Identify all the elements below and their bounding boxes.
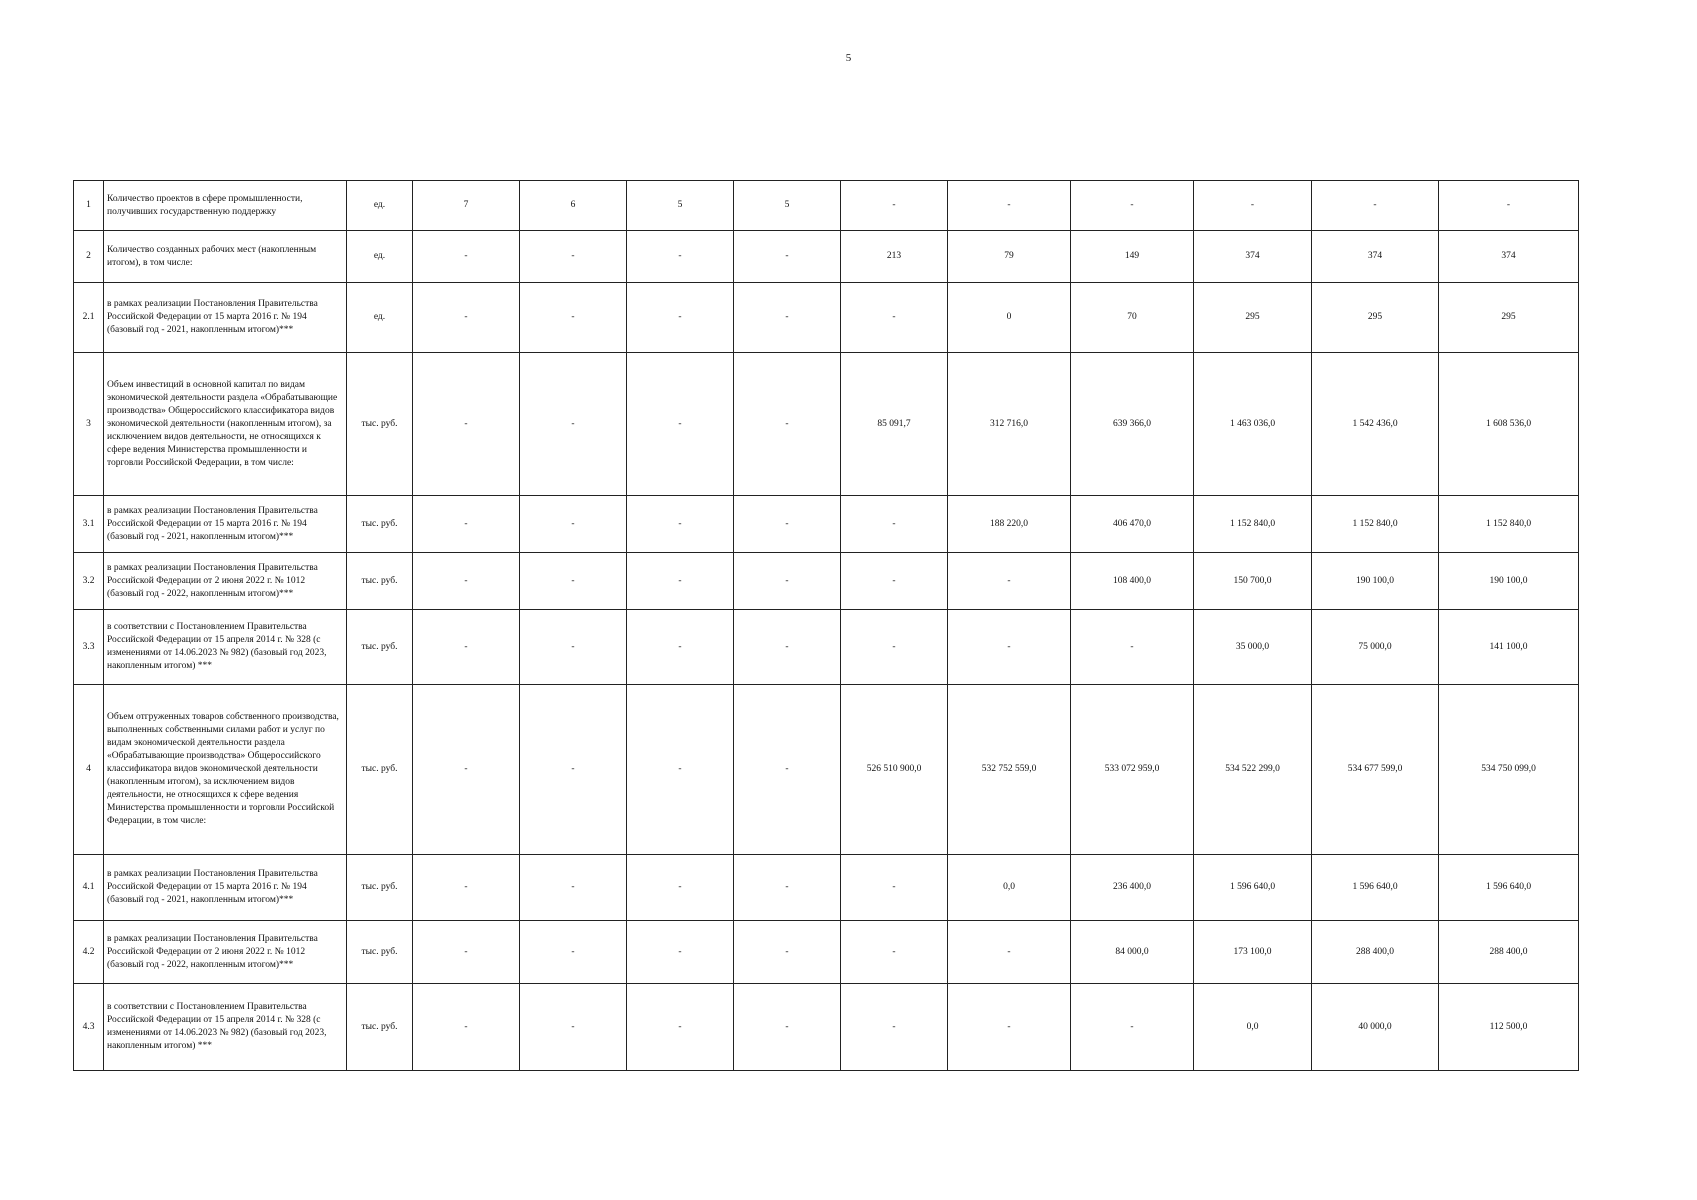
value-cell: 236 400,0: [1071, 855, 1194, 921]
value-cell: 108 400,0: [1071, 553, 1194, 610]
value-cell: 85 091,7: [841, 353, 948, 496]
table-row: [74, 984, 1579, 1071]
value-cell: -: [627, 353, 734, 496]
value-cell: 534 677 599,0: [1312, 685, 1439, 855]
value-cell: -: [1071, 610, 1194, 685]
indicator-name: Объем отгруженных товаров собственного производства, выполненных собственными силами работ и услуг по видам экономической деятельности раздела «Обрабатывающие производства» Общероссийского классификатора видов экономической деятельности (накопленным итогом), за исключением видов деятельности, не относящихся к сфере ведения Министерства промышленности и торговли Российской Федерации, в том числе:: [104, 685, 347, 855]
value-cell: -: [734, 610, 841, 685]
page-number: 5: [845, 52, 852, 64]
value-cell: -: [413, 610, 520, 685]
value-cell: -: [734, 855, 841, 921]
value-cell: 75 000,0: [1312, 610, 1439, 685]
value-cell: -: [520, 353, 627, 496]
value-cell: 40 000,0: [1312, 984, 1439, 1071]
indicator-name: в соответствии с Постановлением Правительства Российской Федерации от 15 апреля 2014 г. № 328 (с изменениями от 14.06.2023 № 982) (базовый год 2023, накопленным итогом) ***: [104, 610, 347, 685]
indicator-name: Количество проектов в сфере промышленности, получивших государственную поддержку: [104, 181, 347, 231]
unit-cell: ед.: [347, 181, 413, 231]
value-cell: 1 152 840,0: [1312, 496, 1439, 553]
value-cell: -: [627, 283, 734, 353]
value-cell: -: [627, 855, 734, 921]
value-cell: -: [841, 496, 948, 553]
value-cell: -: [413, 984, 520, 1071]
unit-cell: тыс. руб.: [347, 610, 413, 685]
value-cell: -: [734, 984, 841, 1071]
value-cell: -: [627, 685, 734, 855]
value-cell: -: [413, 553, 520, 610]
value-cell: -: [734, 283, 841, 353]
value-cell: -: [627, 496, 734, 553]
value-cell: 0,0: [948, 855, 1071, 921]
value-cell: 173 100,0: [1194, 921, 1312, 984]
row-number: 4.2: [74, 921, 104, 984]
indicator-name: в рамках реализации Постановления Правительства Российской Федерации от 15 марта 2016 г. № 194 (базовый год - 2021, накопленным итогом)***: [104, 855, 347, 921]
unit-cell: ед.: [347, 231, 413, 283]
value-cell: 295: [1194, 283, 1312, 353]
value-cell: -: [841, 921, 948, 984]
value-cell: 0,0: [1194, 984, 1312, 1071]
value-cell: -: [948, 921, 1071, 984]
value-cell: -: [627, 553, 734, 610]
value-cell: -: [734, 553, 841, 610]
value-cell: -: [520, 610, 627, 685]
row-number: 3.2: [74, 553, 104, 610]
value-cell: 534 522 299,0: [1194, 685, 1312, 855]
value-cell: 534 750 099,0: [1439, 685, 1579, 855]
value-cell: -: [627, 610, 734, 685]
value-cell: -: [841, 855, 948, 921]
value-cell: 112 500,0: [1439, 984, 1579, 1071]
indicator-name: Объем инвестиций в основной капитал по видам экономической деятельности раздела «Обрабатывающие производства» Общероссийского классификатора видов экономической деятельности (накопленным итогом), за исключением видов деятельности, не относящихся к сфере ведения Министерства промышленности и торговли Российской Федерации, в том числе:: [104, 353, 347, 496]
value-cell: -: [627, 231, 734, 283]
value-cell: -: [1194, 181, 1312, 231]
unit-cell: ед.: [347, 283, 413, 353]
value-cell: 0: [948, 283, 1071, 353]
value-cell: -: [413, 855, 520, 921]
value-cell: -: [413, 496, 520, 553]
value-cell: 295: [1312, 283, 1439, 353]
value-cell: -: [734, 921, 841, 984]
value-cell: 70: [1071, 283, 1194, 353]
value-cell: 1 596 640,0: [1439, 855, 1579, 921]
value-cell: -: [841, 553, 948, 610]
table-row: [74, 685, 1579, 855]
value-cell: 1 596 640,0: [1312, 855, 1439, 921]
value-cell: -: [841, 283, 948, 353]
value-cell: -: [841, 610, 948, 685]
value-cell: -: [734, 496, 841, 553]
row-number: 2.1: [74, 283, 104, 353]
value-cell: 149: [1071, 231, 1194, 283]
value-cell: -: [413, 231, 520, 283]
unit-cell: тыс. руб.: [347, 685, 413, 855]
indicator-name: Количество созданных рабочих мест (накопленным итогом), в том числе:: [104, 231, 347, 283]
value-cell: 374: [1312, 231, 1439, 283]
value-cell: -: [1439, 181, 1579, 231]
indicator-name: в соответствии с Постановлением Правительства Российской Федерации от 15 апреля 2014 г. № 328 (с изменениями от 14.06.2023 № 982) (базовый год 2023, накопленным итогом) ***: [104, 984, 347, 1071]
row-number: 3.1: [74, 496, 104, 553]
table-row: [74, 553, 1579, 610]
value-cell: 84 000,0: [1071, 921, 1194, 984]
value-cell: 532 752 559,0: [948, 685, 1071, 855]
value-cell: -: [734, 353, 841, 496]
value-cell: -: [948, 984, 1071, 1071]
value-cell: -: [1071, 181, 1194, 231]
value-cell: 288 400,0: [1312, 921, 1439, 984]
indicator-name: в рамках реализации Постановления Правительства Российской Федерации от 2 июня 2022 г. № 1012 (базовый год - 2022, накопленным итогом)***: [104, 553, 347, 610]
indicator-name: в рамках реализации Постановления Правительства Российской Федерации от 15 марта 2016 г. № 194 (базовый год - 2021, накопленным итогом)***: [104, 283, 347, 353]
value-cell: -: [520, 855, 627, 921]
value-cell: 5: [627, 181, 734, 231]
value-cell: -: [520, 553, 627, 610]
value-cell: -: [627, 921, 734, 984]
value-cell: 312 716,0: [948, 353, 1071, 496]
unit-cell: тыс. руб.: [347, 496, 413, 553]
value-cell: 7: [413, 181, 520, 231]
value-cell: -: [734, 231, 841, 283]
value-cell: -: [1312, 181, 1439, 231]
table-row: [74, 353, 1579, 496]
value-cell: 374: [1194, 231, 1312, 283]
value-cell: 190 100,0: [1312, 553, 1439, 610]
value-cell: 1 152 840,0: [1194, 496, 1312, 553]
row-number: 3: [74, 353, 104, 496]
value-cell: 406 470,0: [1071, 496, 1194, 553]
value-cell: 150 700,0: [1194, 553, 1312, 610]
value-cell: -: [627, 984, 734, 1071]
row-number: 4.3: [74, 984, 104, 1071]
unit-cell: тыс. руб.: [347, 353, 413, 496]
value-cell: 1 542 436,0: [1312, 353, 1439, 496]
row-number: 3.3: [74, 610, 104, 685]
value-cell: 190 100,0: [1439, 553, 1579, 610]
value-cell: 288 400,0: [1439, 921, 1579, 984]
indicator-name: в рамках реализации Постановления Правительства Российской Федерации от 15 марта 2016 г. № 194 (базовый год - 2021, накопленным итогом)***: [104, 496, 347, 553]
table-row: [74, 181, 1579, 231]
value-cell: -: [1071, 984, 1194, 1071]
table-row: [74, 283, 1579, 353]
value-cell: -: [520, 984, 627, 1071]
value-cell: -: [413, 685, 520, 855]
value-cell: 188 220,0: [948, 496, 1071, 553]
value-cell: -: [520, 496, 627, 553]
unit-cell: тыс. руб.: [347, 553, 413, 610]
value-cell: -: [413, 283, 520, 353]
value-cell: -: [520, 231, 627, 283]
value-cell: -: [841, 181, 948, 231]
value-cell: -: [520, 685, 627, 855]
unit-cell: тыс. руб.: [347, 921, 413, 984]
indicator-name: в рамках реализации Постановления Правительства Российской Федерации от 2 июня 2022 г. № 1012 (базовый год - 2022, накопленным итогом)***: [104, 921, 347, 984]
value-cell: -: [948, 553, 1071, 610]
value-cell: 141 100,0: [1439, 610, 1579, 685]
value-cell: 35 000,0: [1194, 610, 1312, 685]
value-cell: 1 596 640,0: [1194, 855, 1312, 921]
value-cell: -: [948, 610, 1071, 685]
value-cell: 213: [841, 231, 948, 283]
row-number: 2: [74, 231, 104, 283]
value-cell: -: [520, 283, 627, 353]
value-cell: 1 463 036,0: [1194, 353, 1312, 496]
row-number: 1: [74, 181, 104, 231]
value-cell: 639 366,0: [1071, 353, 1194, 496]
table-row: [74, 231, 1579, 283]
value-cell: -: [734, 685, 841, 855]
value-cell: 374: [1439, 231, 1579, 283]
value-cell: -: [413, 921, 520, 984]
value-cell: 1 608 536,0: [1439, 353, 1579, 496]
table-row: [74, 610, 1579, 685]
value-cell: 526 510 900,0: [841, 685, 948, 855]
unit-cell: тыс. руб.: [347, 984, 413, 1071]
table-row: [74, 855, 1579, 921]
value-cell: 1 152 840,0: [1439, 496, 1579, 553]
value-cell: -: [520, 921, 627, 984]
value-cell: 5: [734, 181, 841, 231]
value-cell: 295: [1439, 283, 1579, 353]
value-cell: -: [841, 984, 948, 1071]
value-cell: 6: [520, 181, 627, 231]
value-cell: -: [948, 181, 1071, 231]
indicators-table: [73, 180, 1579, 1071]
value-cell: 533 072 959,0: [1071, 685, 1194, 855]
value-cell: -: [413, 353, 520, 496]
value-cell: 79: [948, 231, 1071, 283]
table-row: [74, 496, 1579, 553]
unit-cell: тыс. руб.: [347, 855, 413, 921]
row-number: 4.1: [74, 855, 104, 921]
row-number: 4: [74, 685, 104, 855]
table-row: [74, 921, 1579, 984]
